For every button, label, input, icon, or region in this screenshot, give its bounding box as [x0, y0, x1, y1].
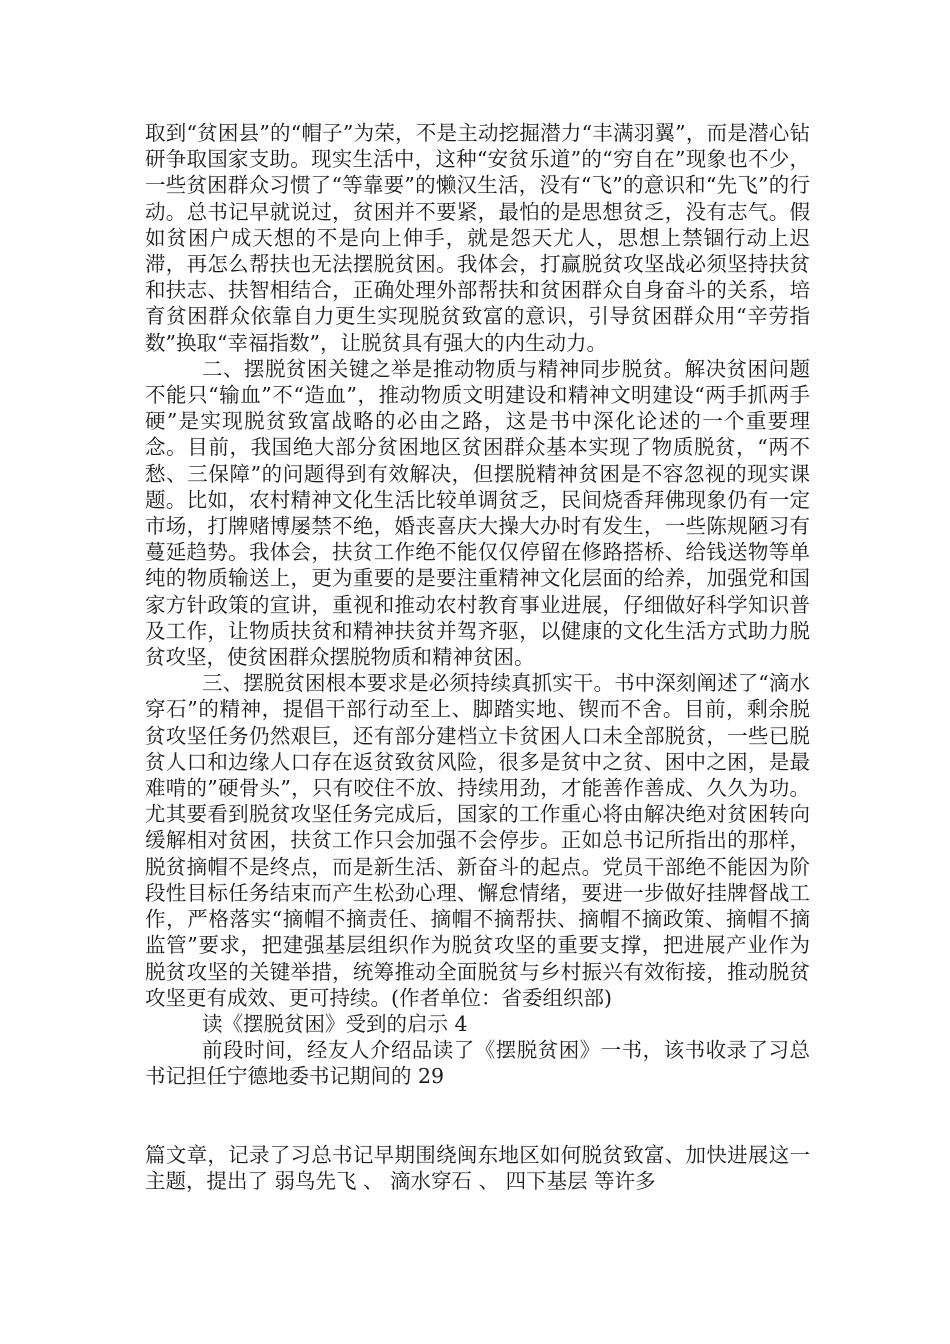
section-heading: 读《摆脱贫困》受到的启示 4	[202, 1011, 468, 1036]
paragraph-4: 前段时间，经友人介绍品读了《摆脱贫困》一书，该书收录了习总书记担任宁德地委书记期间的 29	[145, 1038, 810, 1089]
paragraph-5: 篇文章，记录了习总书记早期围绕闽东地区如何脱贫致富、加快进展这一主题，提出了 弱鸟先飞 、 滴水穿石 、 四下基层 等许多	[145, 1142, 810, 1193]
paragraph-2: 二、摆脱贫困关键之举是推动物质与精神同步脱贫。解决贫困问题不能只“输血”不“造血”，推动物质文明建设和精神文明建设“两手抓两手硬”是实现脱贫致富战略的必由之路，这是书中深化论述的一个重要理念。目前，我国绝大部分贫困地区贫困群众基本实现了物质脱贫，“两不愁、三保障”的问题得到有效解决，但摆脱精神贫困是不容忽视的现实课题。比如，农村精神文化生活比较单调贫乏，民间烧香拜佛现象仍有一定市场，打牌赌博屡禁不绝，婚丧喜庆大操大办时有发生，一些陈规陋习有蔓延趋势。我体会，扶贫工作绝不能仅仅停留在修路搭桥、给钱送物等单纯的物质输送上，更为重要的是要注重精神文化层面的给养，加强党和国家方针政策的宣讲，重视和推动农村教育事业进展，仔细做好科学知识普及工作，让物质扶贫和精神扶贫并驾齐驱，以健康的文化生活方式助力脱贫攻坚，使贫困群众摆脱物质和精神贫困。	[145, 356, 810, 670]
document-body	[145, 120, 810, 1194]
paragraph-3: 三、摆脱贫困根本要求是必须持续真抓实干。书中深刻阐述了“滴水穿石”的精神，提倡干部行动至上、脚踏实地、锲而不舍。目前，剩余脱贫攻坚任务仍然艰巨，还有部分建档立卡贫困人口未全部脱贫，一些已脱贫人口和边缘人口存在返贫致贫风险，很多是贫中之贫、困中之困，是最难啃的”硬骨头”，只有咬住不放、持续用劲，才能善作善成、久久为功。尤其要看到脱贫攻坚任务完成后，国家的工作重心将由解决绝对贫困转向缓解相对贫困，扶贫工作只会加强不会停步。正如总书记所指出的那样，脱贫摘帽不是终点，而是新生活、新奋斗的起点。党员干部绝不能因为阶段性目标任务结束而产生松劲心理、懈怠情绪，要进一步做好挂牌督战工作，严格落实“摘帽不摘责任、摘帽不摘帮扶、摘帽不摘政策、摘帽不摘监管”要求，把建强基层组织作为脱贫攻坚的重要支撑，把进展产业作为脱贫攻坚的关键举措，统筹推动全面脱贫与乡村振兴有效衔接，推动脱贫攻坚更有成效、更可持续。(作者单位：省委组织部)	[145, 671, 810, 1010]
blank-gap	[145, 1090, 810, 1142]
paragraph-1: 取到“贫困县”的“帽子”为荣，不是主动挖掘潜力“丰满羽翼”，而是潜心钻研争取国家支助。现实生活中，这种“安贫乐道”的“穷自在”现象也不少，一些贫困群众习惯了“等靠要”的懒汉生活，没有“飞”的意识和“先飞”的行动。总书记早就说过，贫困并不要紧，最怕的是思想贫乏，没有志气。假如贫困户成天想的不是向上伸手，就是怨天尤人，思想上禁锢行动上迟滞，再怎么帮扶也无法摆脱贫困。我体会，打赢脱贫攻坚战必须坚持扶贫和扶志、扶智相结合，正确处理外部帮扶和贫困群众自身奋斗的关系，培育贫困群众依靠自力更生实现脱贫致富的意识，引导贫困群众用“辛劳指数”换取“幸福指数”，让脱贫具有强大的内生动力。	[145, 121, 810, 355]
